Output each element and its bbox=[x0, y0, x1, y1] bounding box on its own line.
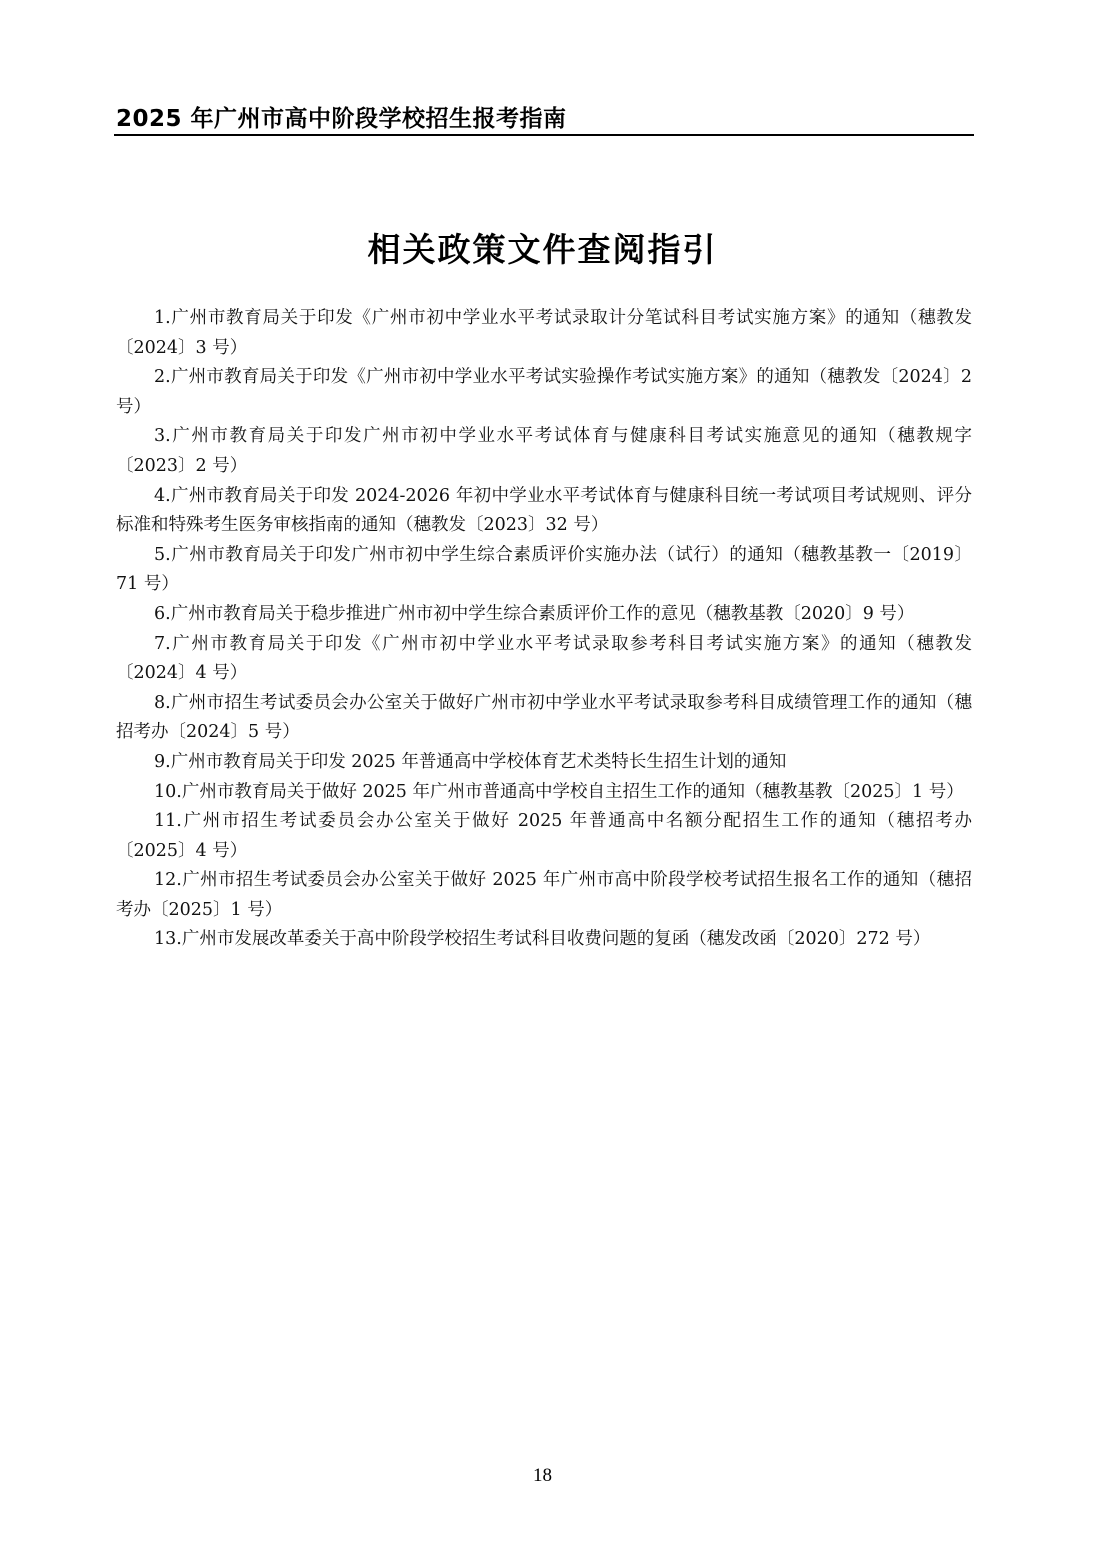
list-item: 8.广州市招生考试委员会办公室关于做好广州市初中学业水平考试录取参考科目成绩管理工作的通知（穗招考办〔2024〕5 号） bbox=[116, 692, 972, 743]
list-item: 12.广州市招生考试委员会办公室关于做好 2025 年广州市高中阶段学校考试招生报名工作的通知（穗招考办〔2025〕1 号） bbox=[116, 870, 972, 920]
list-item: 3.广州市教育局关于印发广州市初中学业水平考试体育与健康科目考试实施意见的通知（穗教规字〔2023〕2 号） bbox=[116, 426, 972, 476]
page-header bbox=[114, 98, 974, 136]
list-item: 5.广州市教育局关于印发广州市初中学生综合素质评价实施办法（试行）的通知（穗教基教一〔2019〕71 号） bbox=[116, 544, 972, 595]
page-number: 18 bbox=[533, 1465, 552, 1486]
list-item: 1.广州市教育局关于印发《广州市初中学业水平考试录取计分笔试科目考试实施方案》的通知（穗教发〔2024〕3 号） bbox=[116, 308, 972, 358]
page-title: 相关政策文件查阅指引 bbox=[367, 230, 718, 269]
list-item: 4.广州市教育局关于印发 2024-2026 年初中学业水平考试体育与健康科目统一考试项目考试规则、评分标准和特殊考生医务审核指南的通知（穗教发〔2023〕32 号） bbox=[116, 485, 972, 536]
list-item: 9.广州市教育局关于印发 2025 年普通高中学校体育艺术类特长生招生计划的通知 bbox=[154, 751, 787, 772]
list-item: 6.广州市教育局关于稳步推进广州市初中学生综合素质评价工作的意见（穗教基教〔2020〕9 号） bbox=[154, 603, 915, 624]
list-item: 2.广州市教育局关于印发《广州市初中学业水平考试实验操作考试实施方案》的通知（穗教发〔2024〕2 号） bbox=[116, 367, 972, 417]
list-item: 11.广州市招生考试委员会办公室关于做好 2025 年普通高中名额分配招生工作的通知（穗招考办〔2025〕4 号） bbox=[116, 811, 972, 861]
list-item: 10.广州市教育局关于做好 2025 年广州市普通高中学校自主招生工作的通知（穗教基教〔2025〕1 号） bbox=[154, 781, 964, 802]
header-title: 2025 年广州市高中阶段学校招生报考指南 bbox=[116, 106, 567, 132]
policy-document-list bbox=[116, 304, 972, 955]
list-item: 13.广州市发展改革委关于高中阶段学校招生考试科目收费问题的复函（穗发改函〔2020〕272 号） bbox=[154, 929, 931, 950]
list-item: 7.广州市教育局关于印发《广州市初中学业水平考试录取参考科目考试实施方案》的通知（穗教发〔2024〕4 号） bbox=[116, 633, 972, 684]
